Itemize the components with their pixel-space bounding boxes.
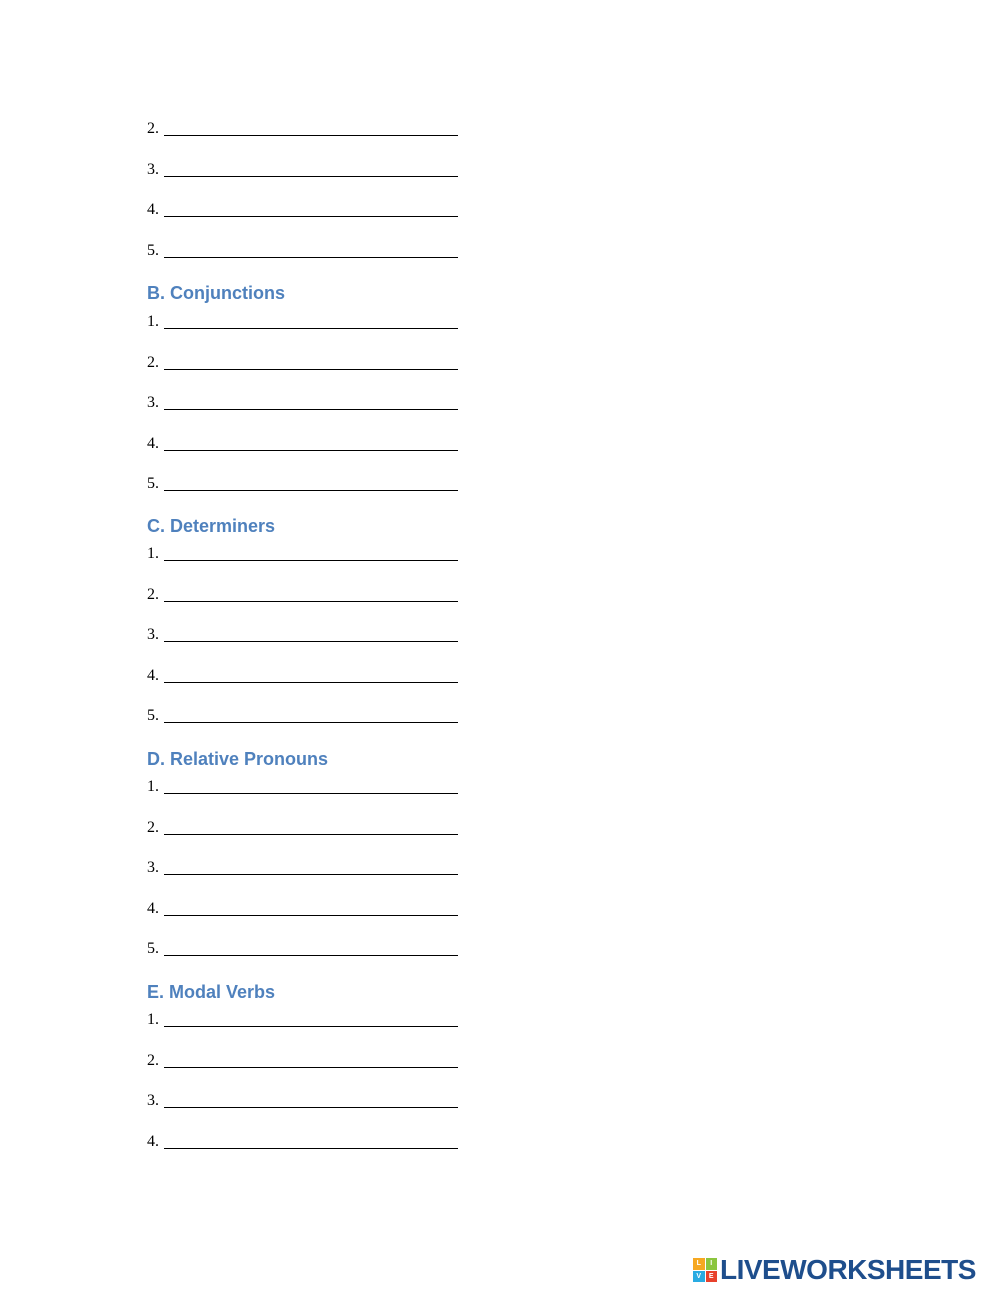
answer-blank-line[interactable] bbox=[164, 722, 458, 723]
answer-blank-line[interactable] bbox=[164, 176, 458, 177]
answer-line bbox=[147, 816, 459, 840]
answer-line bbox=[147, 158, 459, 182]
answer-blank-line[interactable] bbox=[164, 793, 458, 794]
answer-line bbox=[147, 583, 459, 607]
item-number: 2. bbox=[147, 120, 159, 137]
item-number: 3. bbox=[147, 859, 159, 876]
answer-blank-line[interactable] bbox=[164, 834, 458, 835]
answer-blank-line[interactable] bbox=[164, 682, 458, 683]
answer-line bbox=[147, 704, 459, 728]
item-number: 1. bbox=[147, 313, 159, 330]
section-heading: C. Determiners bbox=[147, 516, 276, 536]
answer-blank-line[interactable] bbox=[164, 369, 458, 370]
answer-line bbox=[147, 432, 459, 456]
item-number: 3. bbox=[147, 1092, 159, 1109]
answer-line bbox=[147, 856, 459, 880]
item-number: 4. bbox=[147, 1133, 159, 1150]
answer-line bbox=[147, 198, 459, 222]
answer-blank-line[interactable] bbox=[164, 490, 458, 491]
logo-mark-v: V bbox=[693, 1271, 705, 1283]
item-number: 3. bbox=[147, 626, 159, 643]
answer-blank-line[interactable] bbox=[164, 1067, 458, 1068]
answer-line bbox=[147, 1130, 459, 1154]
answer-line bbox=[147, 1008, 459, 1032]
answer-blank-line[interactable] bbox=[164, 601, 458, 602]
section-heading: E. Modal Verbs bbox=[147, 982, 276, 1002]
answer-blank-line[interactable] bbox=[164, 1148, 458, 1149]
answer-blank-line[interactable] bbox=[164, 955, 458, 956]
item-number: 3. bbox=[147, 394, 159, 411]
answer-line bbox=[147, 472, 459, 496]
answer-line bbox=[147, 1089, 459, 1113]
item-number: 2. bbox=[147, 586, 159, 603]
item-number: 4. bbox=[147, 667, 159, 684]
item-number: 4. bbox=[147, 435, 159, 452]
answer-blank-line[interactable] bbox=[164, 216, 458, 217]
item-number: 2. bbox=[147, 819, 159, 836]
answer-blank-line[interactable] bbox=[164, 328, 458, 329]
answer-blank-line[interactable] bbox=[164, 560, 458, 561]
item-number: 4. bbox=[147, 900, 159, 917]
logo-mark-l: L bbox=[693, 1258, 705, 1270]
answer-line bbox=[147, 310, 459, 334]
item-number: 2. bbox=[147, 1052, 159, 1069]
answer-line bbox=[147, 351, 459, 375]
item-number: 5. bbox=[147, 940, 159, 957]
section-heading: D. Relative Pronouns bbox=[147, 749, 329, 769]
answer-line bbox=[147, 937, 459, 961]
answer-blank-line[interactable] bbox=[164, 257, 458, 258]
item-number: 2. bbox=[147, 354, 159, 371]
item-number: 1. bbox=[147, 778, 159, 795]
answer-line bbox=[147, 1049, 459, 1073]
answer-line bbox=[147, 542, 459, 566]
item-number: 5. bbox=[147, 242, 159, 259]
answer-blank-line[interactable] bbox=[164, 1107, 458, 1108]
answer-blank-line[interactable] bbox=[164, 874, 458, 875]
answer-line bbox=[147, 775, 459, 799]
answer-line bbox=[147, 117, 459, 141]
item-number: 4. bbox=[147, 201, 159, 218]
answer-blank-line[interactable] bbox=[164, 915, 458, 916]
logo-mark-e: E bbox=[706, 1271, 718, 1283]
answer-blank-line[interactable] bbox=[164, 1026, 458, 1027]
item-number: 3. bbox=[147, 161, 159, 178]
answer-blank-line[interactable] bbox=[164, 409, 458, 410]
answer-line bbox=[147, 391, 459, 415]
item-number: 5. bbox=[147, 707, 159, 724]
liveworksheets-logo bbox=[693, 1256, 976, 1284]
answer-line bbox=[147, 239, 459, 263]
section-heading: B. Conjunctions bbox=[147, 283, 285, 303]
item-number: 5. bbox=[147, 475, 159, 492]
answer-blank-line[interactable] bbox=[164, 641, 458, 642]
item-number: 1. bbox=[147, 1011, 159, 1028]
answer-blank-line[interactable] bbox=[164, 450, 458, 451]
logo-mark-i: I bbox=[706, 1258, 718, 1270]
liveworksheets-logo-icon bbox=[693, 1258, 717, 1282]
answer-line bbox=[147, 897, 459, 921]
logo-text: LIVEWORKSHEETS bbox=[720, 1254, 976, 1285]
answer-line bbox=[147, 664, 459, 688]
answer-line bbox=[147, 623, 459, 647]
item-number: 1. bbox=[147, 545, 159, 562]
answer-blank-line[interactable] bbox=[164, 135, 458, 136]
